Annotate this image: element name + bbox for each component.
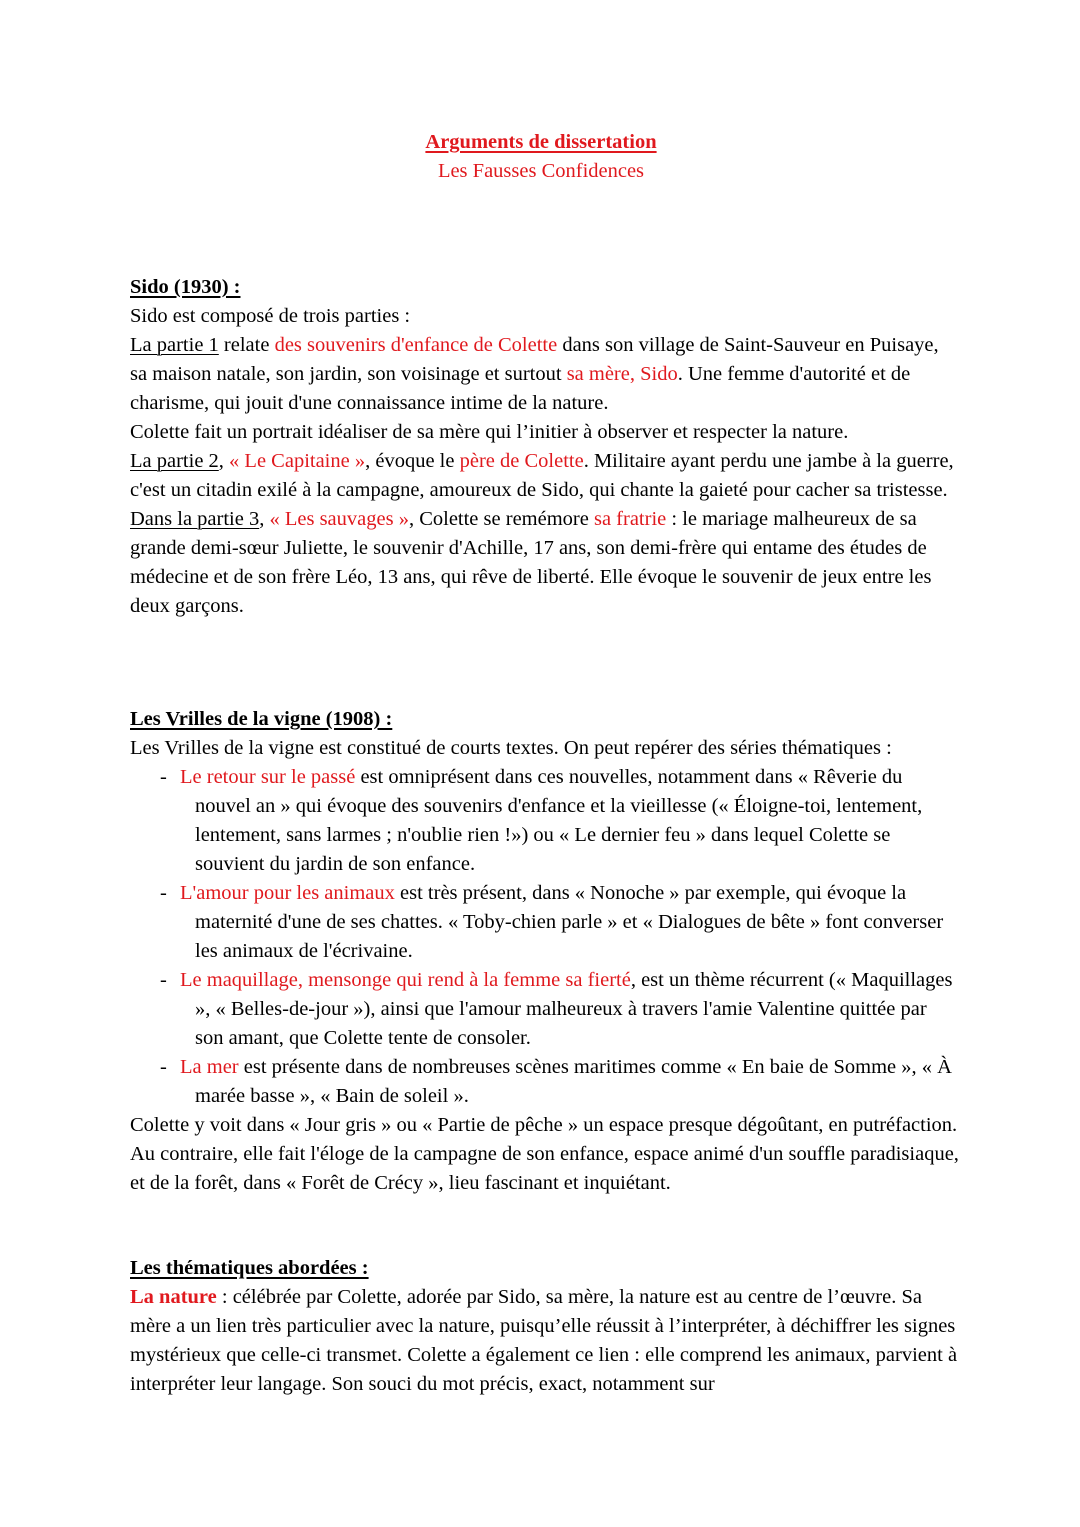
document-subtitle: Les Fausses Confidences bbox=[437, 160, 645, 182]
part-3-label: Dans la partie 3 bbox=[130, 508, 260, 530]
list-item bbox=[130, 763, 960, 879]
highlight-mere: sa mère, Sido bbox=[566, 363, 678, 385]
text-run: : le mariage malheureux de sa grande demi-sœur Juliette, le souvenir d'Achille, 17 ans, son demi-frère qui entame des études de médecine et de son frère Léo, 13 ans, qui rêve de liberté. Elle évoque le souvenir de jeux entre les deux garçons. bbox=[130, 508, 932, 617]
text-run: , bbox=[259, 508, 270, 530]
text-run: . Militaire ayant perdu une jambe à la guerre, c'est un citadin exilé à la campagne, amoureux de Sido, qui chante la gaieté pour cacher sa tristesse. bbox=[130, 450, 954, 501]
text-run: relate bbox=[218, 334, 275, 356]
highlight-fratrie: sa fratrie bbox=[593, 508, 667, 530]
highlight-capitaine: « Le Capitaine » bbox=[229, 450, 366, 472]
document-title: Arguments de dissertation bbox=[425, 131, 657, 153]
section-heading-themes: Les thématiques abordées : bbox=[130, 1257, 369, 1279]
list-item bbox=[130, 1053, 960, 1111]
sido-portrait: Colette fait un portrait idéaliser de sa mère qui l’initier à observer et respecter la nature. bbox=[130, 421, 849, 443]
theme-nature-text: : célébrée par Colette, adorée par Sido, sa mère, la nature est au centre de l’œuvre. Sa mère a un lien très particulier avec la nature, puisqu’elle réussit à l’interpréter, à déchiffrer les signes mystérieux que celle-ci transmet. Colette a également ce lien : elle comprend les animaux, parvient à interpréter leur langage. Son souci du mot précis, exact, notamment sur bbox=[130, 1286, 958, 1395]
section-sido bbox=[130, 273, 960, 621]
dash-bullet-icon: - bbox=[160, 882, 167, 904]
section-heading-vrilles: Les Vrilles de la vigne (1908) : bbox=[130, 708, 393, 730]
text-run: , Colette se remémore bbox=[408, 508, 594, 530]
sido-intro: Sido est composé de trois parties : bbox=[130, 305, 411, 327]
list-item-highlight: Le maquillage, mensonge qui rend à la femme sa fierté bbox=[180, 969, 631, 991]
theme-nature-label: La nature bbox=[130, 1286, 217, 1308]
section-heading-sido: Sido (1930) : bbox=[130, 276, 241, 298]
list-item-text: est très présent, dans « Nonoche » par exemple, qui évoque la maternité d'une de ses chattes. « Toby-chien parle » et « Dialogues de bête » font converser les animaux de l'écrivaine. bbox=[195, 882, 944, 962]
sido-part-3 bbox=[130, 505, 960, 621]
section-themes bbox=[130, 1254, 960, 1399]
highlight-souvenirs: des souvenirs d'enfance de Colette bbox=[274, 334, 558, 356]
list-item bbox=[130, 879, 960, 966]
list-item-highlight: Le retour sur le passé bbox=[180, 766, 356, 788]
text-run: dans son village de Saint-Sauveur en Puisaye, sa maison natale, son jardin, son voisinage et surtout bbox=[130, 334, 939, 385]
dash-bullet-icon: - bbox=[160, 766, 167, 788]
highlight-sauvages: « Les sauvages » bbox=[269, 508, 409, 530]
list-item bbox=[130, 966, 960, 1053]
text-run: . Une femme d'autorité et de charisme, qui jouit d'une connaissance intime de la nature. bbox=[130, 363, 911, 414]
part-2-label: La partie 2 bbox=[130, 450, 219, 472]
theme-nature bbox=[130, 1283, 960, 1399]
text-run: , évoque le bbox=[365, 450, 460, 472]
highlight-pere: père de Colette bbox=[459, 450, 584, 472]
document-header bbox=[0, 128, 1080, 186]
theme-list bbox=[130, 763, 960, 1111]
text-run: , bbox=[218, 450, 230, 472]
vrilles-conclusion: Colette y voit dans « Jour gris » ou « Partie de pêche » un espace presque dégoûtant, en putréfaction. Au contraire, elle fait l'éloge de la campagne de son enfance, espace animé d'un souffle paradisiaque, et de la forêt, dans « Forêt de Crécy », lieu fascinant et inquiétant. bbox=[130, 1114, 959, 1194]
dash-bullet-icon: - bbox=[160, 969, 167, 991]
vrilles-intro: Les Vrilles de la vigne est constitué de courts textes. On peut repérer des séries thématiques : bbox=[130, 737, 892, 759]
section-vrilles bbox=[130, 705, 960, 1198]
list-item-highlight: La mer bbox=[180, 1056, 239, 1078]
dash-bullet-icon: - bbox=[160, 1056, 167, 1078]
list-item-text: , est un thème récurrent (« Maquillages », « Belles-de-jour »), ainsi que l'amour malheureux à travers l'amie Valentine quittée par son amant, que Colette tente de consoler. bbox=[195, 969, 953, 1049]
sido-part-2 bbox=[130, 447, 960, 505]
list-item-text: est présente dans de nombreuses scènes maritimes comme « En baie de Somme », « À marée basse », « Bain de soleil ». bbox=[195, 1056, 952, 1107]
part-1-label: La partie 1 bbox=[130, 334, 219, 356]
sido-part-1 bbox=[130, 331, 960, 418]
list-item-text: est omniprésent dans ces nouvelles, notamment dans « Rêverie du nouvel an » qui évoque des souvenirs d'enfance et la vieillesse (« Éloigne-toi, lentement, lentement, sans larmes ; n'oublie rien !») ou « Le dernier feu » dans lequel Colette se souvient du jardin de son enfance. bbox=[195, 766, 923, 875]
list-item-highlight: L'amour pour les animaux bbox=[180, 882, 395, 904]
